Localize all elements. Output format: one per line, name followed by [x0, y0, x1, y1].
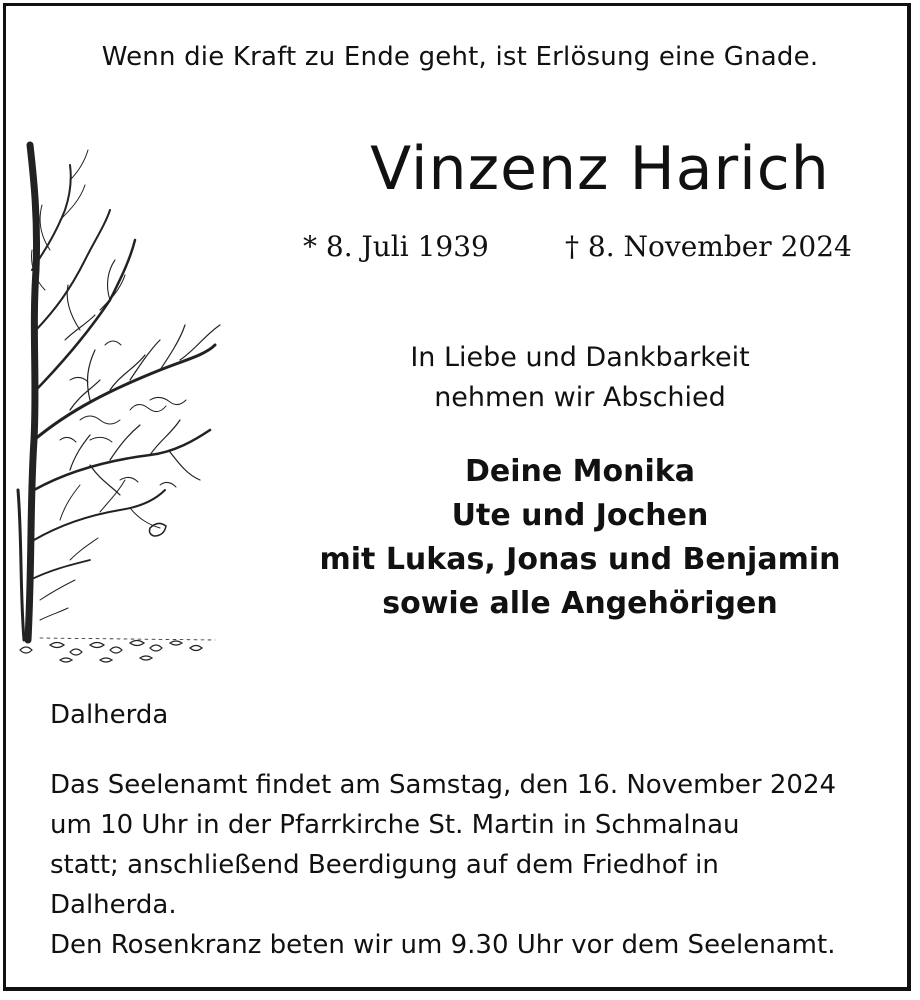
deceased-name: Vinzenz Harich — [370, 134, 830, 204]
tree-illustration-icon — [10, 140, 225, 665]
notice-line: Dalherda. — [50, 890, 177, 920]
farewell-intro — [300, 338, 860, 418]
mourner-line: Deine Monika — [465, 454, 695, 489]
notice-line: Den Rosenkranz beten wir um 9.30 Uhr vor dem Seelenamt. — [50, 930, 836, 960]
service-notice — [50, 765, 890, 965]
intro-line: In Liebe und Dankbarkeit — [410, 342, 750, 373]
notice-line: Das Seelenamt findet am Samstag, den 16. November 2024 — [50, 770, 837, 800]
mourners-list — [300, 450, 860, 626]
motto: Wenn die Kraft zu Ende geht, ist Erlösung eine Gnade. — [101, 42, 819, 72]
mourner-line: Ute und Jochen — [451, 498, 709, 533]
mourner-line: mit Lukas, Jonas und Benjamin — [319, 542, 841, 577]
death-date: † 8. November 2024 — [565, 230, 852, 263]
mourner-line: sowie alle Angehörigen — [382, 586, 778, 621]
birth-date: * 8. Juli 1939 — [303, 230, 489, 263]
notice-line: statt; anschließend Beerdigung auf dem Friedhof in — [50, 850, 719, 880]
intro-line: nehmen wir Abschied — [434, 382, 726, 413]
place-of-residence: Dalherda — [50, 700, 169, 730]
notice-line: um 10 Uhr in der Pfarrkirche St. Martin in Schmalnau — [50, 810, 740, 840]
